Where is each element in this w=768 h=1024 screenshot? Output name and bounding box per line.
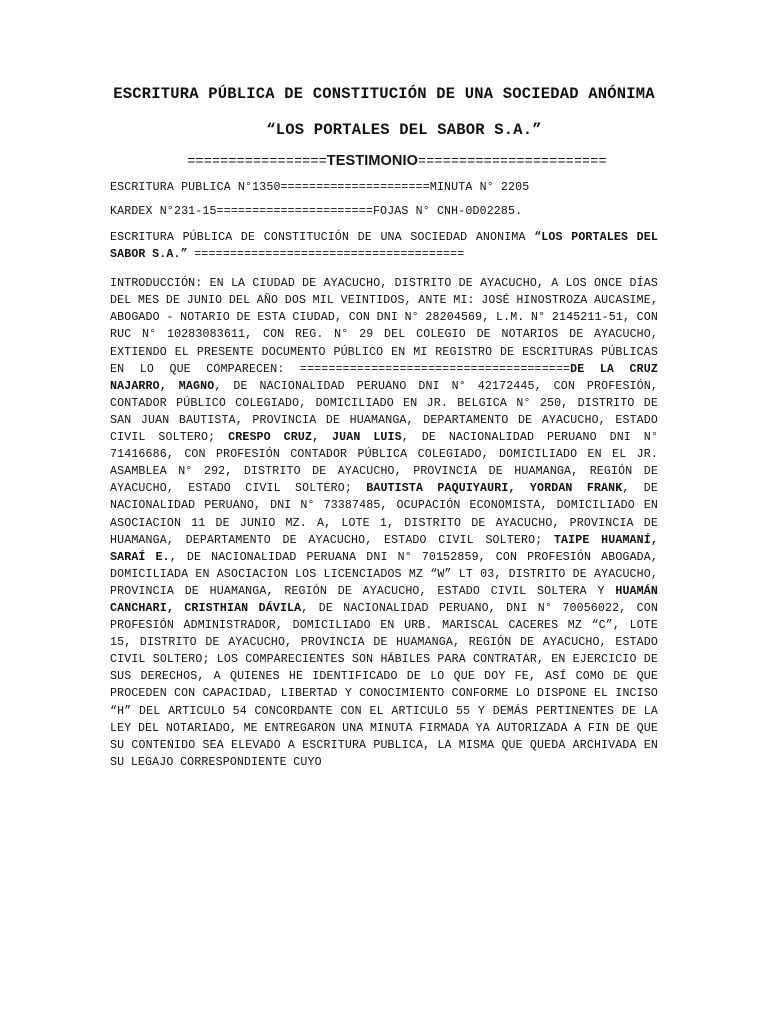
body-paragraph (110, 275, 658, 771)
testimonio-left-rule: ================= (187, 155, 327, 170)
testimonio-word: TESTIMONIO (326, 153, 419, 169)
document-page (110, 84, 658, 771)
testimonio-right-rule: ======================= (418, 155, 607, 170)
person-name-4: TAIPE HUAMANÍ, SARAÍ E. (110, 533, 658, 564)
person-name-2: CRESPO CRUZ, JUAN LUIS (228, 431, 402, 445)
person-name-3: BAUTISTA PAQUIYAURI, YORDAN FRANK (366, 482, 623, 496)
escritura-minuta-line: ESCRITURA PUBLICA N°1350=====================MINUTA N° 2205 (110, 181, 530, 194)
body-text-2: , DE NACIONALIDAD PERUANO DNI N° 42172445, CON PROFESIÓN, CONTADOR PÚBLICO COLEGIADO, DOMICILIADO EN JR. BELGICA N° 250, DISTRITO DE SAN JUAN BAUTISTA, PROVINCIA DE HUAMANGA, DEPARTAMENTO DE AYACUCHO, ESTADO CIVIL SOLTERO; (110, 379, 658, 445)
company-name-subtitle: “LOS PORTALES DEL SABOR S.A.” (266, 121, 542, 139)
body-text-5: , DE NACIONALIDAD PERUANA DNI N° 70152859, CON PROFESIÓN ABOGADA, DOMICILIADA EN ASOCIACION LOS LICENCIADOS MZ “W” LT 03, DISTRITO DE AYACUCHO, PROVINCIA DE HUAMANGA, REGIÓN DE AYACUCHO, ESTADO CIVIL SOLTERA Y (110, 550, 659, 598)
intro-rule: ====================================== (187, 248, 465, 262)
body-text-3: , DE NACIONALIDAD PERUANO DNI N° 71416686, CON PROFESIÓN CONTADOR PÚBLICA COLEGIADO, DOMICILIADO EN EL JR. ASAMBLEA N° 292, DISTRITO DE AYACUCHO, PROVINCIA DE HUAMANGA, REGIÓN DE AYACUCHO, ESTADO CIVIL SOLTERO; (110, 431, 658, 496)
person-name-5: HUAMÁN CANCHARI, CRISTHIAN DÁVILA (110, 584, 658, 615)
intro-company-name: “LOS PORTALES DEL SABOR S.A.” (110, 231, 659, 262)
document-title: ESCRITURA PÚBLICA DE CONSTITUCIÓN DE UNA SOCIEDAD ANÓNIMA (113, 85, 655, 103)
kardex-fojas-line: KARDEX N°231-15======================FOJAS N° CNH-0D02285. (110, 205, 523, 218)
person-name-1: DE LA CRUZ NAJARRO, MAGNO (110, 362, 658, 393)
body-text-4: , DE NACIONALIDAD PERUANO, DNI N° 73387485, OCUPACIÓN ECONOMISTA, DOMICILIADO EN ASOCIACION 11 DE JUNIO MZ. A, LOTE 1, DISTRITO DE AYACUCHO, PROVINCIA DE HUAMANGA, DEPARTAMENTO DE AYACUCHO, ESTADO CIVIL SOLTERO; (110, 482, 659, 547)
body-text-6: , DE NACIONALIDAD PERUANO, DNI N° 70056022, CON PROFESIÓN ADMINISTRADOR, DOMICILIADO EN URB. MARISCAL CACERES MZ “C”, LOTE 15, DISTRITO DE AYACUCHO, PROVINCIA DE HUAMANGA, REGIÓN DE AYACUCHO, ESTADO CIVIL SOLTERO; LOS COMPARECIENTES SON HÁBILES PARA CONTRATAR, EN EJERCICIO DE SUS DERECHOS, A QUIENES HE IDENTIFICADO DE LO QUE DOY FE, ASÍ COMO DE QUE PROCEDEN CON CAPACIDAD, LIBERTAD Y CONOCIMIENTO CONFORME LO DISPONE EL INCISO “H” DEL ARTICULO 54 CONCORDANTE CON EL ARTICULO 55 Y DEMÁS PERTINENTES DE LA LEY DEL NOTARIADO, ME ENTREGARON UNA MINUTA FIRMADA YA AUTORIZADA A FIN DE QUE SU CONTENIDO SEA ELEVADO A ESCRITURA PUBLICA, LA MISMA QUE QUEDA ARCHIVADA EN SU LEGAJO CORRESPONDIENTE CUYO (110, 601, 659, 769)
testimonio-heading (110, 153, 658, 170)
body-text-1: INTRODUCCIÓN: EN LA CIUDAD DE AYACUCHO, DISTRITO DE AYACUCHO, A LOS ONCE DÍAS DEL MES DE JUNIO DEL AÑO DOS MIL VEINTIDOS, ANTE MI: JOSÉ HINOSTROZA AUCASIME, ABOGADO - NOTARIO DE ESTA CIUDAD, CON DNI N° 28204569, L.M. N° 2145211-51, CON RUC N° 10283083611, CON REG. N° 29 DEL COLEGIO DE NOTARIOS DE AYACUCHO, EXTIENDO EL PRESENTE DOCUMENTO PÚBLICO EN MI REGISTRO DE ESCRITURAS PÚBLICAS EN LO QUE COMPARECEN: ====================================== (110, 277, 658, 376)
intro-text: ESCRITURA PÚBLICA DE CONSTITUCIÓN DE UNA SOCIEDAD ANONIMA (110, 231, 535, 244)
intro-paragraph (110, 229, 658, 263)
